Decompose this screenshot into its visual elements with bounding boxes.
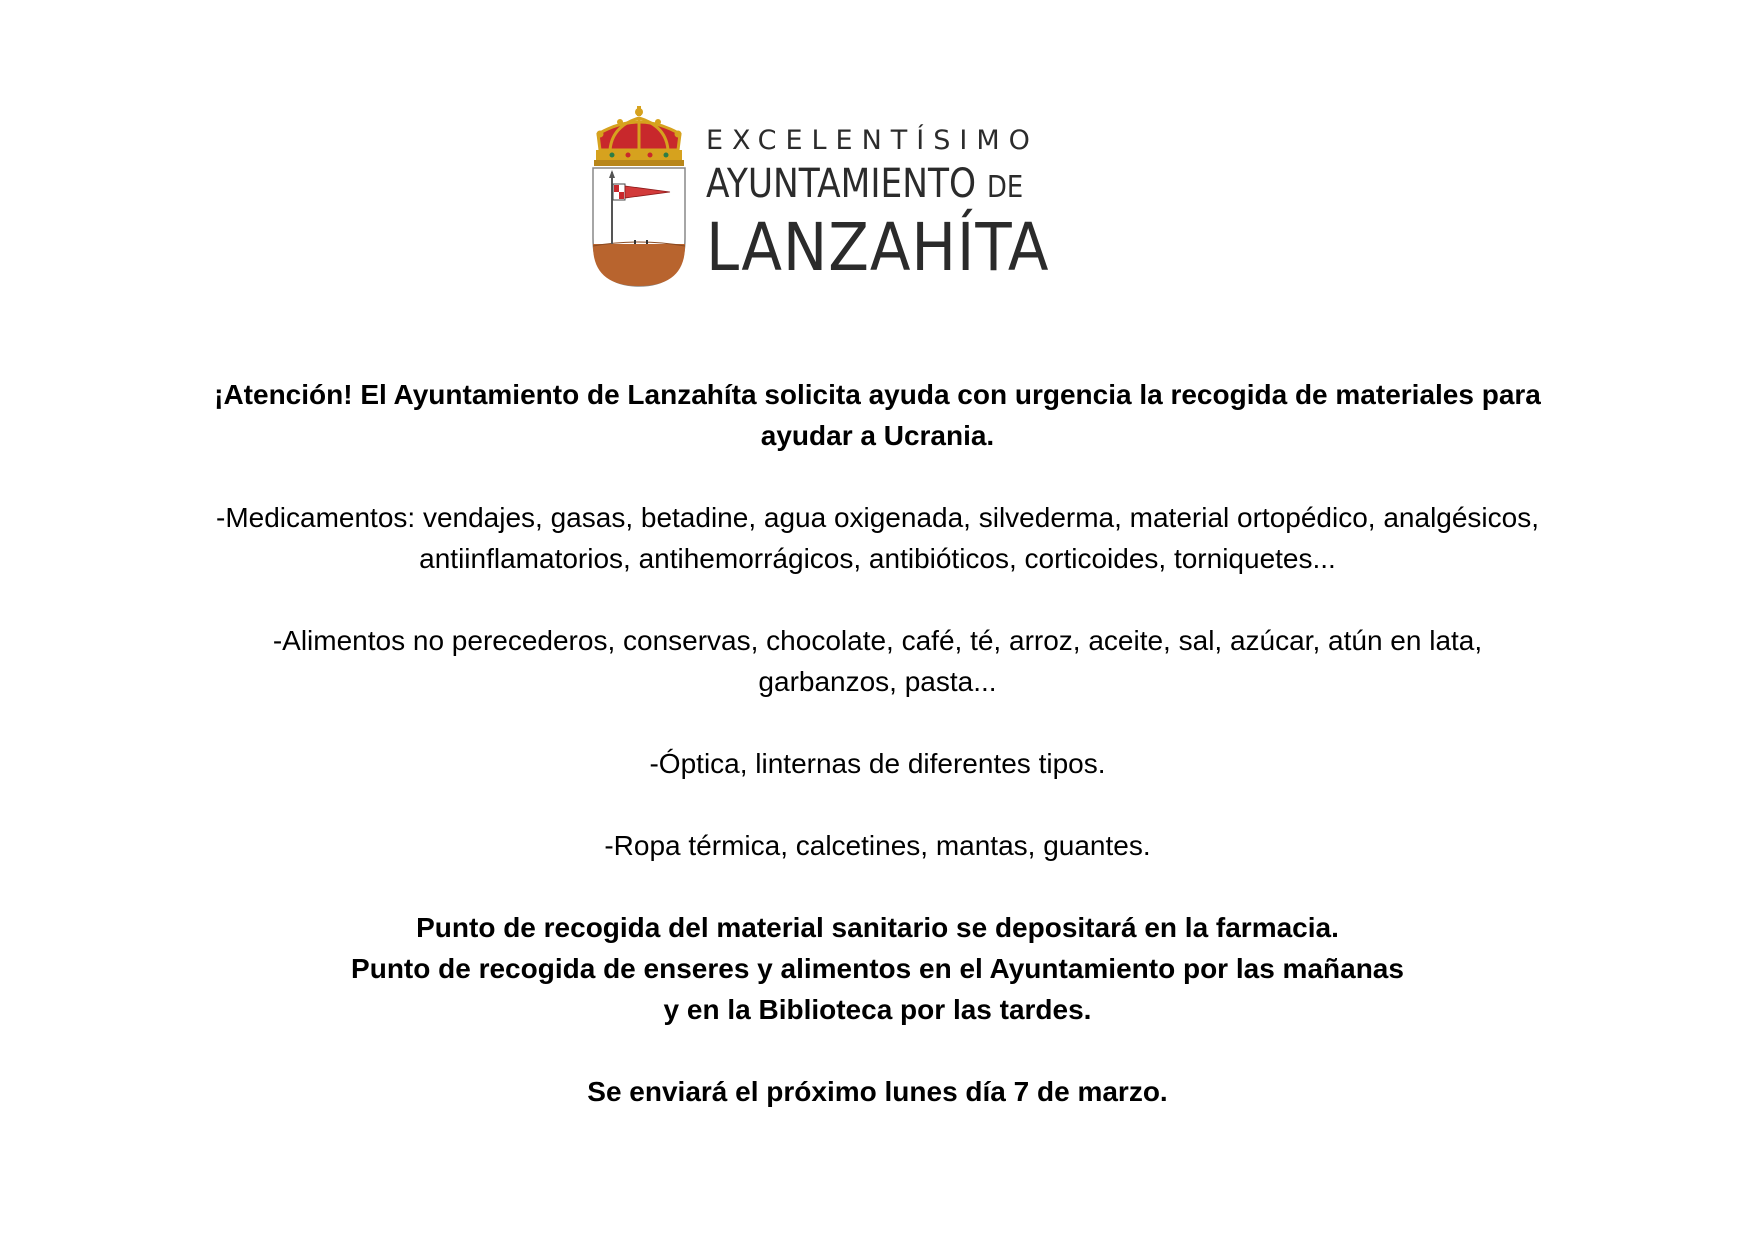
- item-optica: -Óptica, linternas de diferentes tipos.: [649, 748, 1106, 779]
- collection-point-goods-line2: y en la Biblioteca por las tardes.: [663, 994, 1092, 1025]
- coat-of-arms-icon: [590, 106, 688, 288]
- item-alimentos: -Alimentos no perecederos, conservas, chocolate, café, té, arroz, aceite, sal, azúcar, atún en lata, garbanzos, pasta...: [272, 625, 1483, 697]
- shipping-date: Se enviará el próximo lunes día 7 de marzo.: [587, 1076, 1168, 1107]
- item-medicamentos: -Medicamentos: vendajes, gasas, betadine, agua oxigenada, silvederma, material ortopédico, analgésicos, antiinflamatorios, antihemorrágicos, antibióticos, corticoides, torniquetes...: [216, 502, 1539, 574]
- logo-line-excelentisimo: EXCELENTÍSIMO: [706, 125, 1039, 156]
- logo-wordmark: [706, 125, 1086, 286]
- logo-ayuntamiento-text: AYUNTAMIENTO: [706, 161, 987, 207]
- collection-point-goods-line1: Punto de recogida de enseres y alimentos en el Ayuntamiento por las mañanas: [351, 953, 1404, 984]
- notice-body: [100, 374, 1655, 1153]
- logo-line-lanzahita: LANZAHÍTA: [706, 209, 1050, 286]
- crown-icon: [594, 106, 684, 166]
- logo-line-ayuntamiento: [706, 160, 1033, 212]
- logo-de-text: DE: [986, 170, 1024, 205]
- collection-point-sanitary: Punto de recogida del material sanitario se depositará en la farmacia.: [416, 912, 1339, 943]
- municipality-logo: [590, 106, 1080, 288]
- notice-headline: ¡Atención! El Ayuntamiento de Lanzahíta solicita ayuda con urgencia la recogida de materiales para ayudar a Ucrania.: [214, 379, 1541, 451]
- item-ropa: -Ropa térmica, calcetines, mantas, guantes.: [604, 830, 1151, 861]
